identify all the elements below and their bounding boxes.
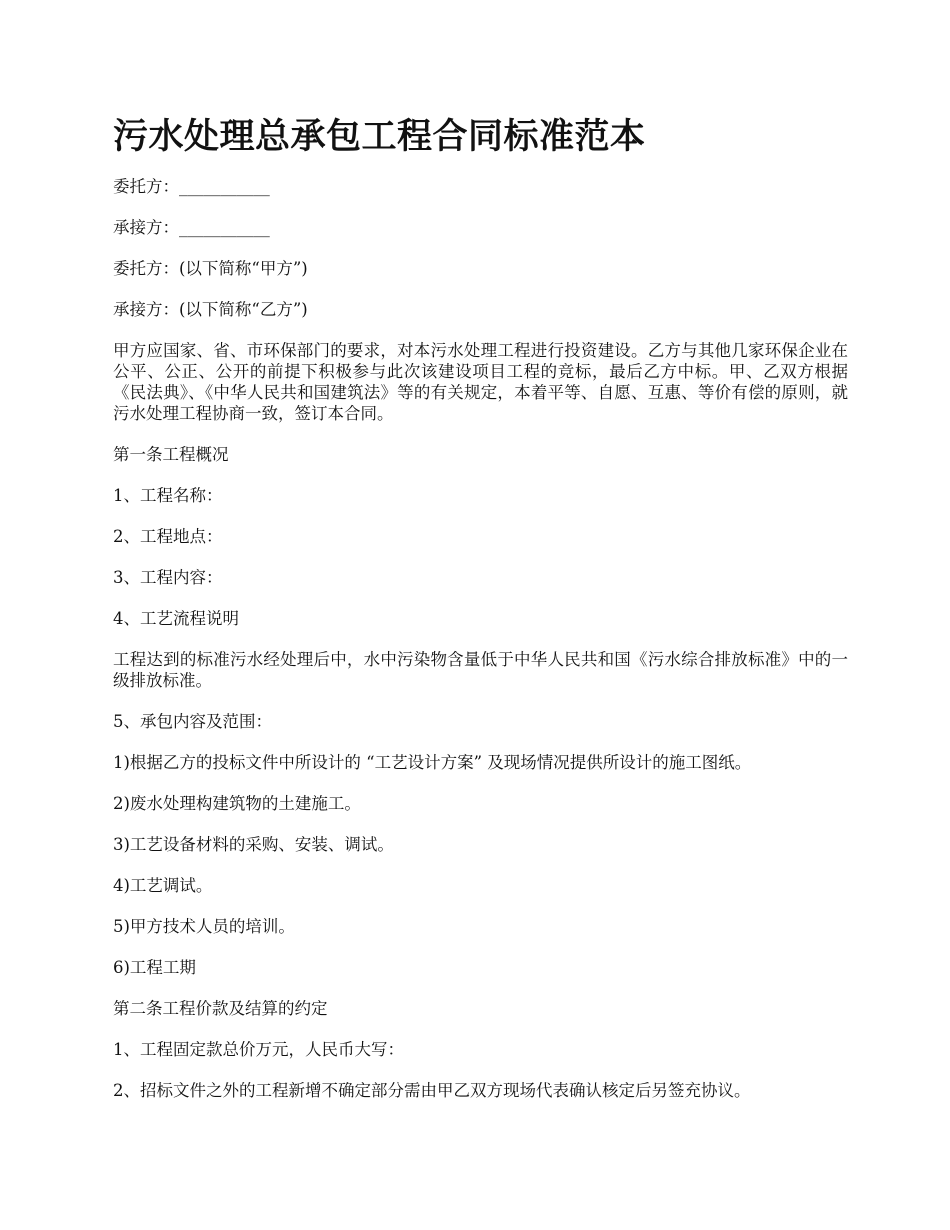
scope-subitem-4: 4)工艺调试。: [113, 876, 213, 895]
scope-item: 5、承包内容及范围：: [113, 712, 272, 731]
additional-work-item: 2、招标文件之外的工程新增不确定部分需由甲乙双方现场代表确认核定后另签充协议。: [113, 1081, 751, 1100]
project-location-item: 2、工程地点：: [113, 527, 223, 546]
process-flow-item: 4、工艺流程说明: [113, 609, 239, 628]
party-a-definition: 委托方：(以下简称“甲方”): [113, 259, 308, 278]
scope-subitem-1: 1)根据乙方的投标文件中所设计的 “工艺设计方案” 及现场情况提供所设计的施工图纸。: [113, 753, 752, 772]
scope-subitem-3: 3)工艺设备材料的采购、安装、调试。: [113, 835, 394, 854]
client-party-line: 委托方：___________: [113, 177, 270, 196]
document-page: [113, 112, 848, 1121]
discharge-standard-paragraph: 工程达到的标准污水经处理后中，水中污染物含量低于中华人民共和国《污水综合排放标准》中的一级排放标准。: [113, 650, 848, 690]
project-name-item: 1、工程名称：: [113, 486, 223, 505]
scope-subitem-5: 5)甲方技术人员的培训。: [113, 917, 295, 936]
scope-subitem-6: 6)工程工期: [113, 958, 196, 977]
fixed-price-item: 1、工程固定款总价万元，人民币大写：: [113, 1040, 404, 1059]
contractor-party-line: 承接方：___________: [113, 218, 270, 237]
document-title: 污水处理总承包工程合同标准范本: [113, 116, 646, 157]
project-content-item: 3、工程内容：: [113, 568, 223, 587]
scope-subitem-2: 2)废水处理构建筑物的土建施工。: [113, 794, 361, 813]
party-b-definition: 承接方：(以下简称“乙方”): [113, 300, 308, 319]
article-2-heading: 第二条工程价款及结算的约定: [113, 999, 328, 1018]
preamble-paragraph: 甲方应国家、省、市环保部门的要求，对本污水处理工程进行投资建设。乙方与其他几家环保企业在公平、公正、公开的前提下积极参与此次该建设项目工程的竞标，最后乙方中标。甲、乙双方根据《民法典》、《中华人民共和国建筑法》等的有关规定，本着平等、自愿、互惠、等价有偿的原则，就污水处理工程协商一致，签订本合同。: [113, 341, 848, 423]
article-1-heading: 第一条工程概况: [113, 445, 229, 464]
